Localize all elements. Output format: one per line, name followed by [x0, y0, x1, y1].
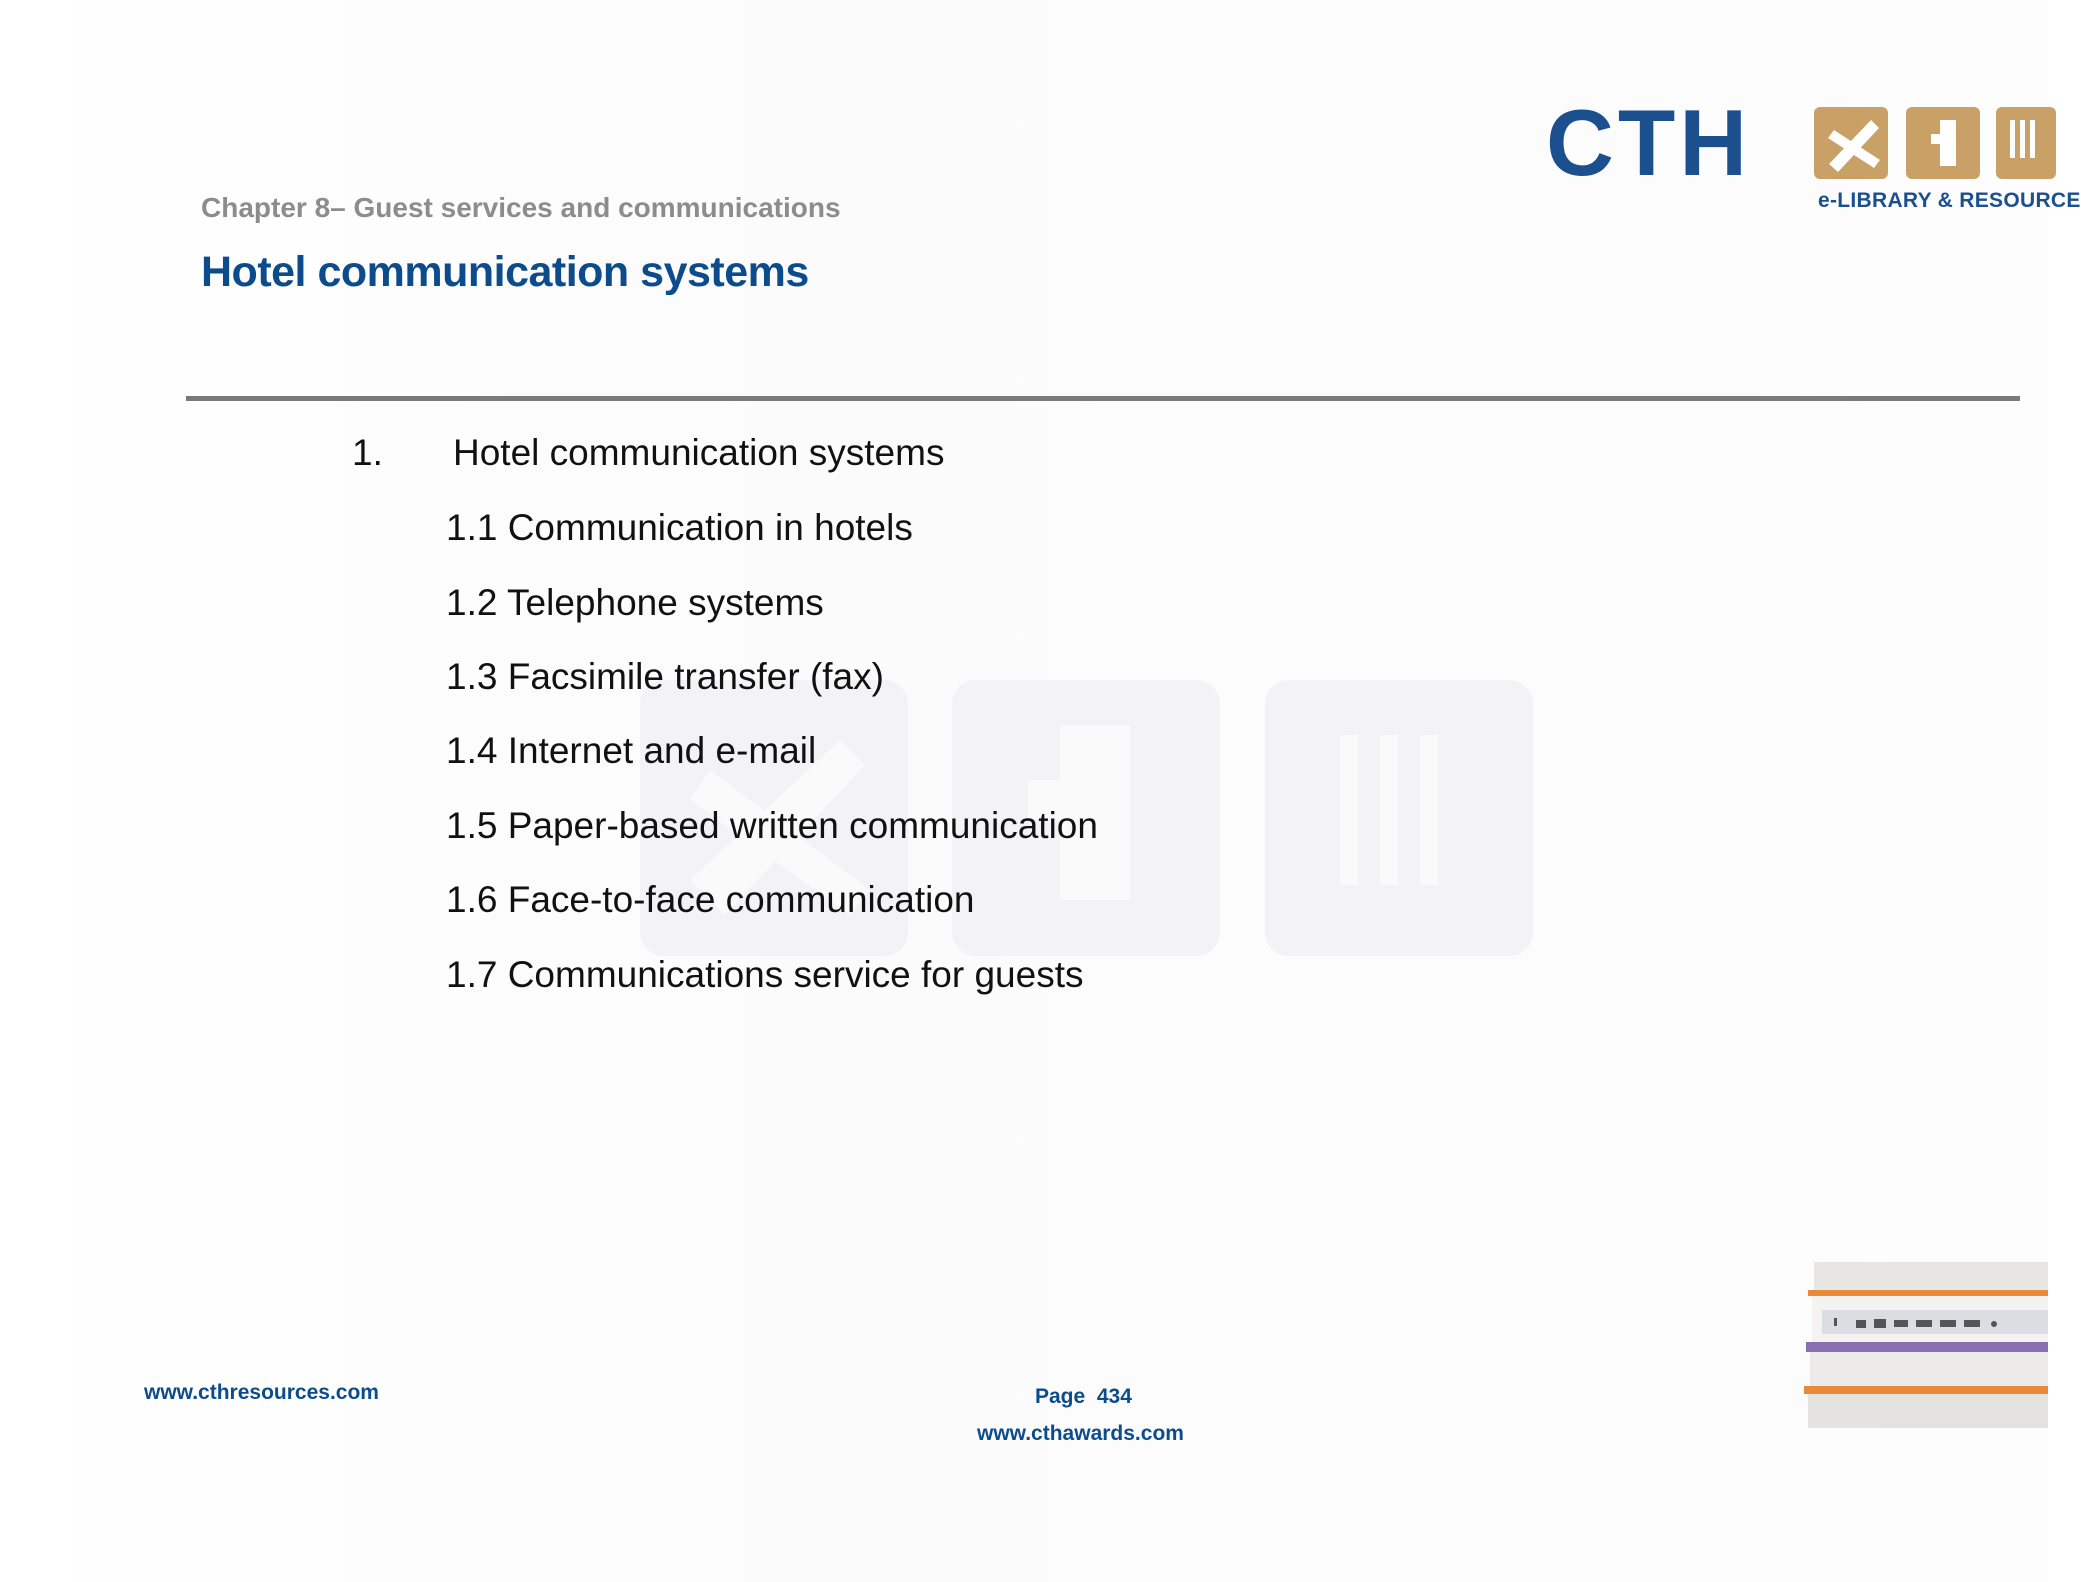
- toc-main-label: Hotel communication systems: [453, 432, 945, 473]
- toc-main-number: 1.: [352, 432, 383, 473]
- page-number-value: 434: [1096, 1385, 1132, 1408]
- toc-item: 1.3 Facsimile transfer (fax): [446, 656, 884, 697]
- logo-text: CTH: [1546, 90, 1752, 195]
- page-label: Page: [1035, 1385, 1086, 1408]
- toc-item: 1.4 Internet and e-mail: [446, 730, 817, 771]
- footer-awards-link[interactable]: www.cthawards.com: [977, 1422, 1184, 1445]
- page-number: [1035, 1385, 1132, 1409]
- chapter-heading: Chapter 8– Guest services and communications: [201, 192, 841, 223]
- toc-item: 1.1 Communication in hotels: [446, 507, 913, 548]
- footer-resources-link[interactable]: www.cthresources.com: [144, 1381, 379, 1404]
- toc-item: 1.7 Communications service for guests: [446, 954, 1084, 995]
- book-stack-image: [1804, 1262, 2048, 1430]
- toc-main-item: [352, 432, 944, 474]
- header-divider: [186, 396, 2020, 401]
- toc-item: 1.5 Paper-based written communication: [446, 805, 1098, 846]
- logo-subtitle: e-LIBRARY & RESOURCE: [1818, 189, 2081, 212]
- toc-item: 1.6 Face-to-face communication: [446, 879, 975, 920]
- page-title: Hotel communication systems: [201, 248, 809, 296]
- toc-item: 1.2 Telephone systems: [446, 582, 824, 623]
